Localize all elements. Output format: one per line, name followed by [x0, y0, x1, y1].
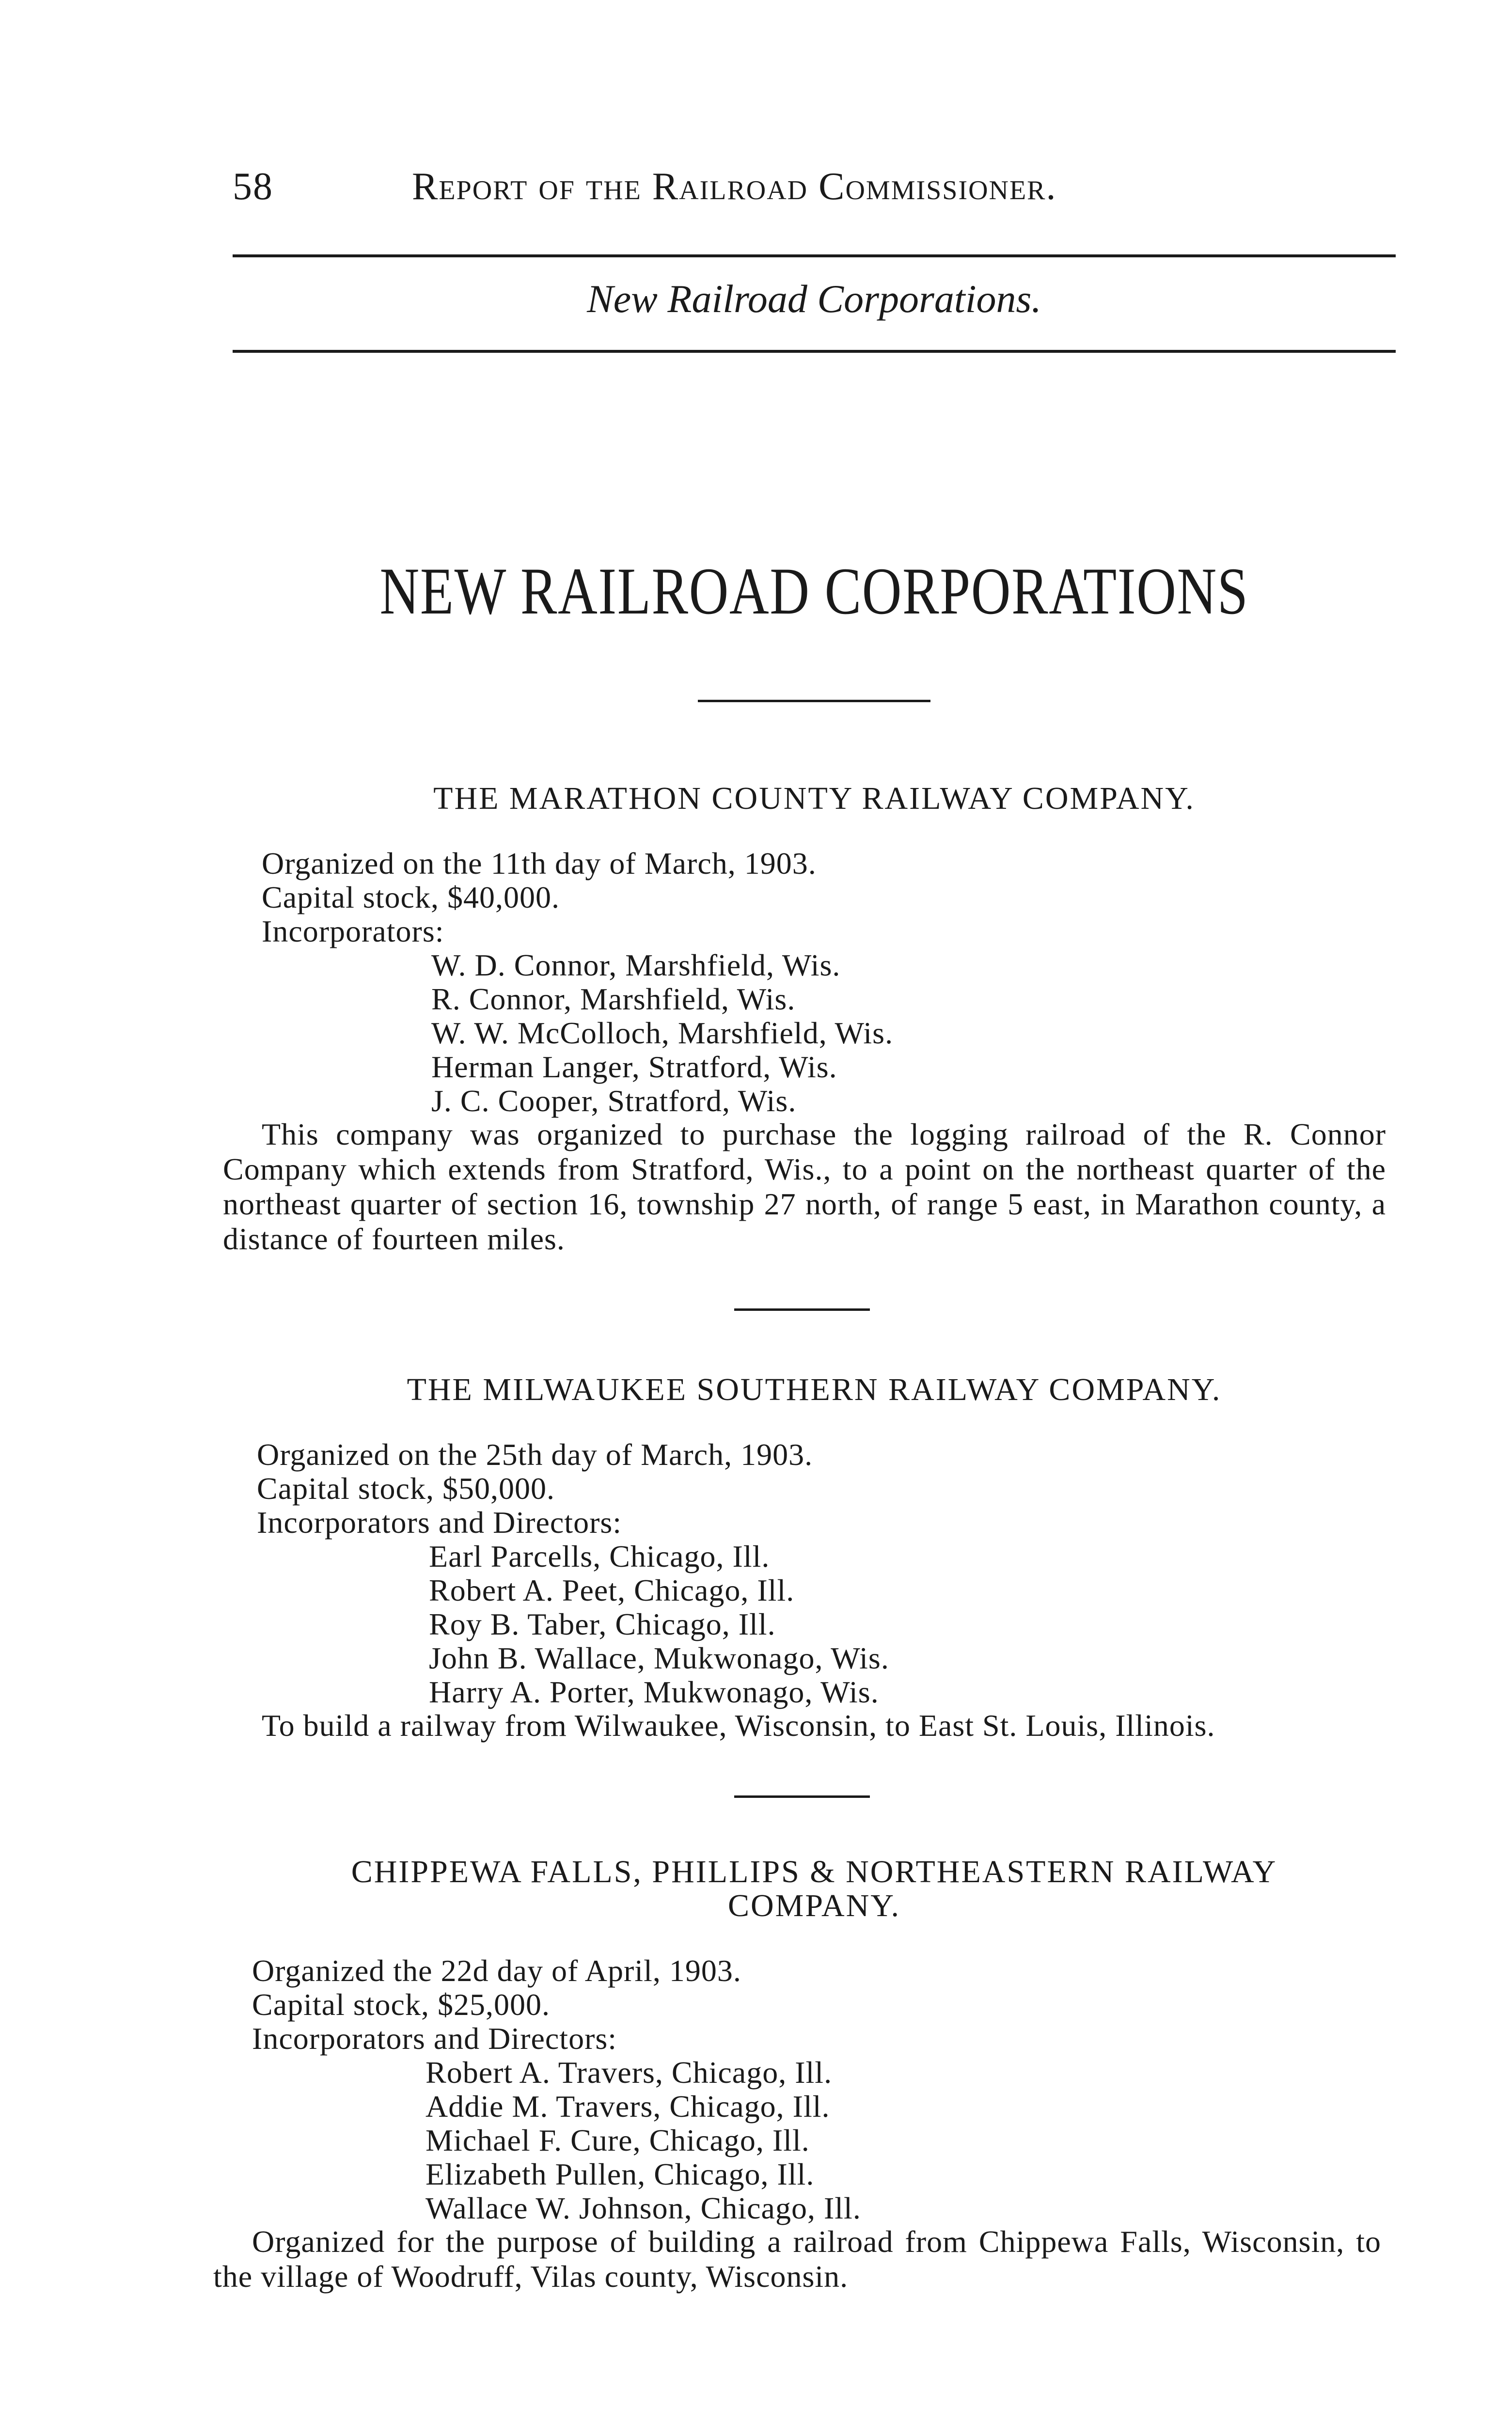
incorporator: W. W. McColloch, Marshfield, Wis.	[431, 1016, 894, 1050]
description-text: This company was organized to purchase the logging railroad of the R. Connor Company which extends from Stratford, Wis., to a point on the northeast quarter of the northeast quarter of section 16, township 27 north, of range 5 east, in Marathon county, a distance of fourteen miles.	[223, 1117, 1386, 1256]
incorporator: Addie M. Travers, Chicago, Ill.	[425, 2089, 830, 2124]
organized-date: Organized on the 11th day of March, 1903.	[262, 846, 817, 881]
company-heading: THE MARATHON COUNTY RAILWAY COMPANY.	[433, 781, 1195, 816]
section-subhead: New Railroad Corporations.	[587, 277, 1041, 321]
running-head	[233, 165, 1396, 218]
company-heading: THE MILWAUKEE SOUTHERN RAILWAY COMPANY.	[407, 1372, 1222, 1407]
incorporator: Wallace W. Johnson, Chicago, Ill.	[425, 2191, 861, 2225]
incorporators-label: Incorporators and Directors:	[257, 1505, 622, 1540]
running-title: Report of the Railroad Commissioner.	[412, 165, 1057, 208]
incorporator: Robert A. Peet, Chicago, Ill.	[429, 1573, 795, 1607]
section-divider	[734, 1308, 870, 1311]
incorporators-label: Incorporators and Directors:	[252, 2021, 617, 2056]
company-heading-continued: COMPANY.	[728, 1888, 900, 1923]
capital-stock: Capital stock, $40,000.	[262, 880, 560, 914]
incorporator: Roy B. Taber, Chicago, Ill.	[429, 1607, 776, 1641]
incorporator: Elizabeth Pullen, Chicago, Ill.	[425, 2157, 815, 2191]
incorporator: W. D. Connor, Marshfield, Wis.	[431, 948, 841, 982]
description-text: Organized for the purpose of building a railroad from Chippewa Falls, Wisconsin, to the village of Woodruff, Vilas county, Wisconsin.	[213, 2224, 1381, 2294]
company-description	[223, 1708, 1386, 1743]
company-heading: CHIPPEWA FALLS, PHILLIPS & NORTHEASTERN RAILWAY	[351, 1854, 1277, 1889]
capital-stock: Capital stock, $50,000.	[257, 1471, 555, 1506]
incorporator: J. C. Cooper, Stratford, Wis.	[431, 1084, 797, 1118]
incorporator: Michael F. Cure, Chicago, Ill.	[425, 2123, 810, 2157]
incorporator: Harry A. Porter, Mukwonago, Wis.	[429, 1675, 879, 1709]
incorporator: R. Connor, Marshfield, Wis.	[431, 982, 796, 1016]
organized-date: Organized the 22d day of April, 1903.	[252, 1953, 741, 1988]
header-rule-top	[233, 254, 1396, 257]
incorporator: Herman Langer, Stratford, Wis.	[431, 1050, 837, 1084]
title-divider	[698, 700, 930, 702]
incorporator: Robert A. Travers, Chicago, Ill.	[425, 2055, 833, 2090]
header-rule-bottom	[233, 350, 1396, 353]
incorporators-label: Incorporators:	[262, 914, 444, 948]
company-description	[223, 1117, 1386, 1257]
incorporator: John B. Wallace, Mukwonago, Wis.	[429, 1641, 889, 1675]
capital-stock: Capital stock, $25,000.	[252, 1987, 550, 2022]
section-divider	[734, 1795, 870, 1798]
organized-date: Organized on the 25th day of March, 1903.	[257, 1437, 813, 1472]
company-description	[213, 2224, 1381, 2294]
description-text: To build a railway from Wilwaukee, Wisconsin, to East St. Louis, Illinois.	[262, 1708, 1215, 1743]
page-number: 58	[233, 165, 273, 208]
page-title: NEW RAILROAD CORPORATIONS	[379, 554, 1249, 628]
incorporator: Earl Parcells, Chicago, Ill.	[429, 1539, 770, 1573]
